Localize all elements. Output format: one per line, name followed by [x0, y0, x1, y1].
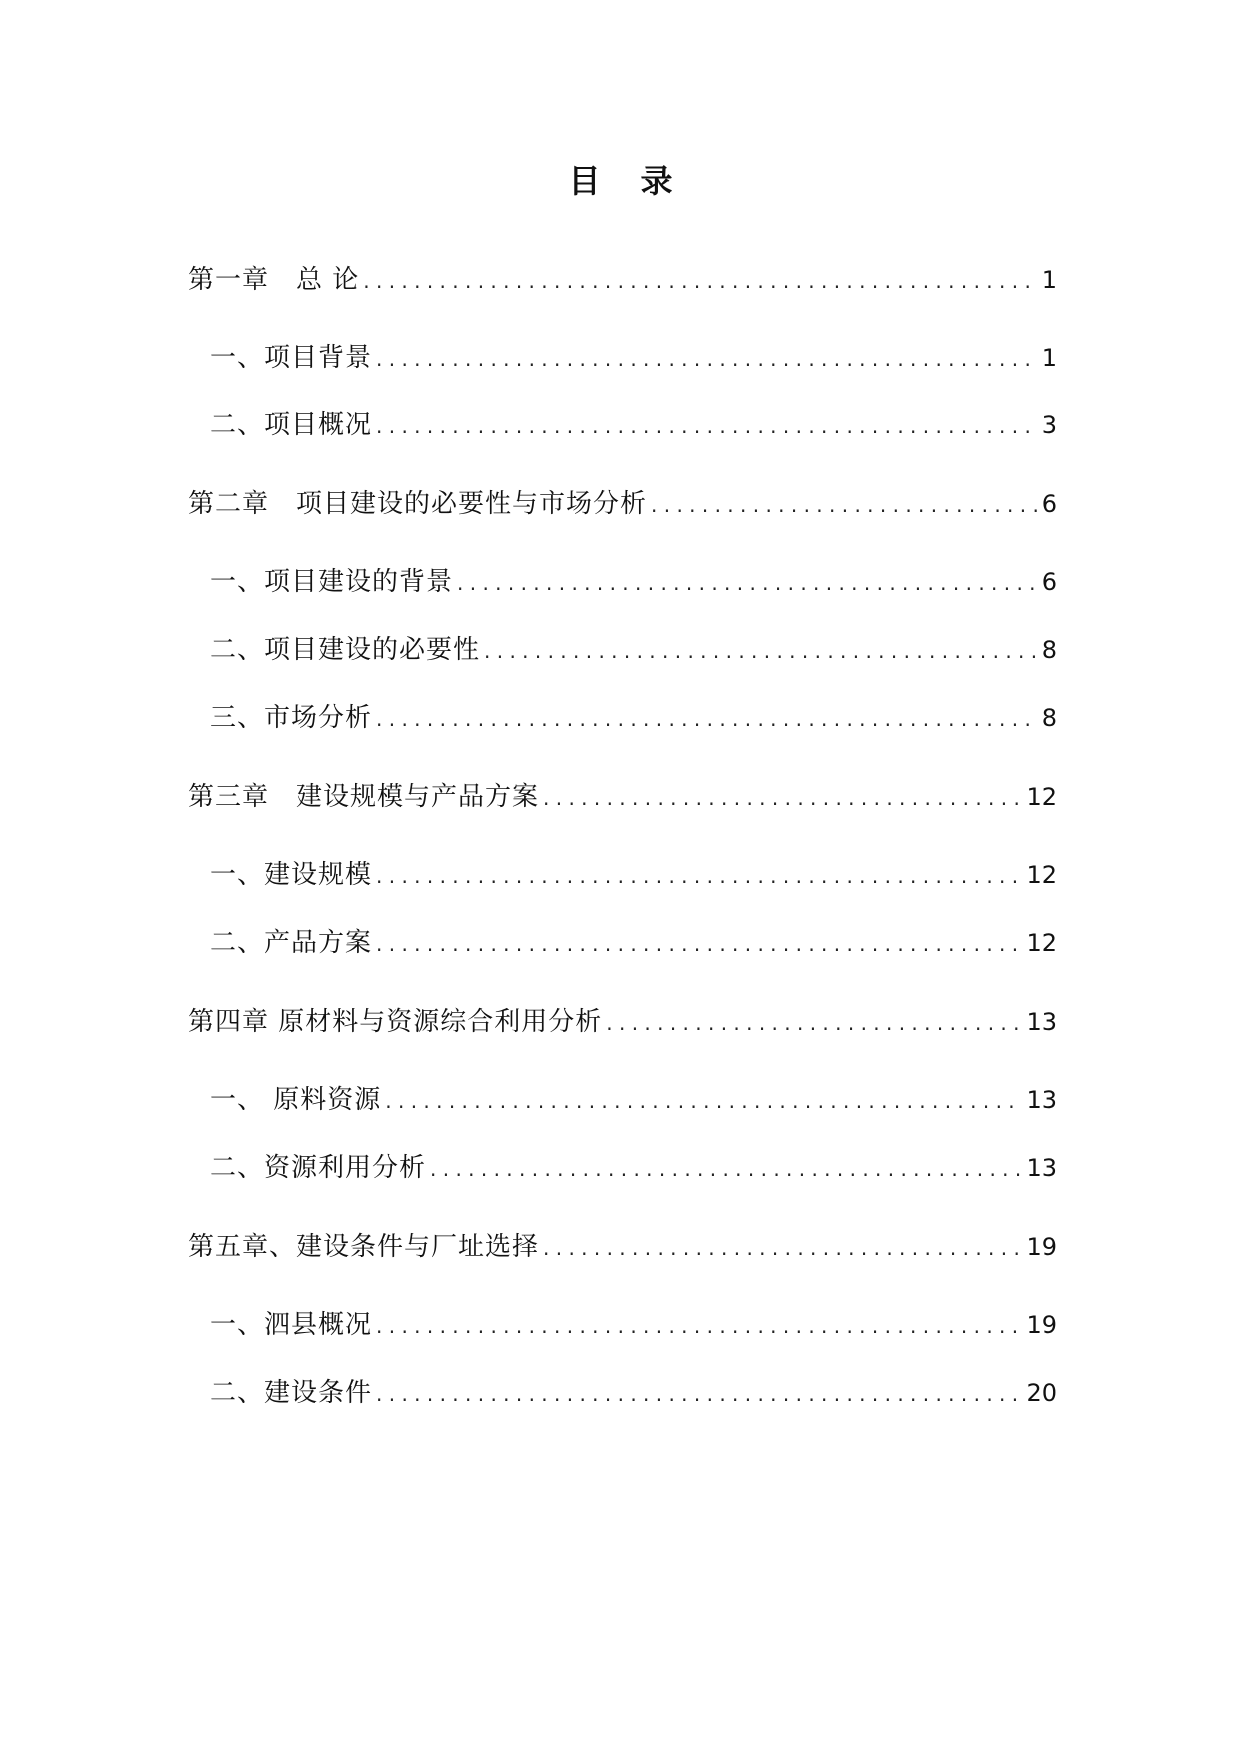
toc-entry-label: 二、产品方案	[210, 928, 373, 958]
toc-entry-section[interactable]	[210, 405, 1057, 445]
toc-dot-leader	[606, 1003, 1022, 1043]
toc-dot-leader	[543, 778, 1022, 818]
toc-dot-leader	[376, 1306, 1022, 1346]
toc-entry-chapter-4[interactable]	[188, 1002, 1057, 1042]
toc-dot-leader	[651, 485, 1038, 525]
toc-entry-section[interactable]	[210, 1373, 1057, 1413]
toc-entry-section[interactable]	[210, 630, 1057, 670]
toc-entry-label: 一、建设规模	[210, 860, 373, 890]
toc-page-number: 12	[1026, 861, 1057, 889]
toc-title: 目录	[568, 162, 713, 200]
toc-page-number: 13	[1026, 1086, 1057, 1114]
toc-entry-section[interactable]	[210, 338, 1057, 378]
toc-page-number: 13	[1026, 1154, 1057, 1182]
toc-dot-leader	[376, 339, 1038, 379]
toc-entry-label: 一、泗县概况	[210, 1310, 373, 1340]
toc-dot-leader	[376, 856, 1022, 896]
toc-page-number: 12	[1026, 783, 1057, 811]
toc-entry-section[interactable]	[210, 1080, 1057, 1120]
toc-dot-leader	[543, 1228, 1022, 1268]
toc-page-number: 12	[1026, 929, 1057, 957]
toc-dot-leader	[430, 1149, 1022, 1189]
toc-entry-section[interactable]	[210, 1305, 1057, 1345]
toc-entry-label: 第五章、建设条件与厂址选择	[188, 1232, 540, 1262]
toc-page-number: 19	[1026, 1311, 1057, 1339]
toc-page-number: 6	[1041, 568, 1057, 596]
toc-entry-label: 二、建设条件	[210, 1378, 373, 1408]
toc-entry-section[interactable]	[210, 923, 1057, 963]
toc-page-number: 19	[1026, 1233, 1057, 1261]
toc-entry-label: 一、项目建设的背景	[210, 567, 454, 597]
toc-page-number: 3	[1041, 411, 1057, 439]
toc-page-number: 20	[1026, 1379, 1057, 1407]
toc-dot-leader	[376, 924, 1022, 964]
toc-entry-label: 第四章 原材料与资源综合利用分析	[188, 1007, 603, 1037]
toc-entry-label: 一、项目背景	[210, 343, 373, 373]
toc-entry-label: 第三章 建设规模与产品方案	[188, 782, 540, 812]
toc-dot-leader	[376, 1374, 1022, 1414]
toc-entry-label: 二、资源利用分析	[210, 1153, 427, 1183]
toc-entry-section[interactable]	[210, 1148, 1057, 1188]
toc-entry-chapter-2[interactable]	[188, 484, 1057, 524]
toc-entry-chapter-3[interactable]	[188, 777, 1057, 817]
toc-entry-chapter-5[interactable]	[188, 1227, 1057, 1267]
toc-dot-leader	[385, 1081, 1022, 1121]
toc-entry-label: 第二章 项目建设的必要性与市场分析	[188, 489, 648, 519]
toc-dot-leader	[376, 406, 1038, 446]
toc-entry-label: 二、项目建设的必要性	[210, 635, 481, 665]
toc-dot-leader	[376, 699, 1038, 739]
toc-entry-label: 二、项目概况	[210, 410, 373, 440]
toc-page-number: 13	[1026, 1008, 1057, 1036]
toc-dot-leader	[457, 563, 1038, 603]
toc-entry-section[interactable]	[210, 562, 1057, 602]
toc-entry-section[interactable]	[210, 855, 1057, 895]
toc-page-number: 1	[1041, 344, 1057, 372]
toc-entry-label: 第一章 总 论	[188, 265, 360, 295]
toc-page-number: 8	[1041, 636, 1057, 664]
toc-page-number: 6	[1041, 490, 1057, 518]
toc-dot-leader	[484, 631, 1038, 671]
toc-entry-chapter-1[interactable]	[188, 260, 1057, 300]
toc-entry-label: 一、 原料资源	[210, 1085, 382, 1115]
toc-page-number: 1	[1041, 266, 1057, 294]
toc-entry-label: 三、市场分析	[210, 703, 373, 733]
toc-page-number: 8	[1041, 704, 1057, 732]
toc-entry-section[interactable]	[210, 698, 1057, 738]
toc-dot-leader	[363, 261, 1037, 301]
